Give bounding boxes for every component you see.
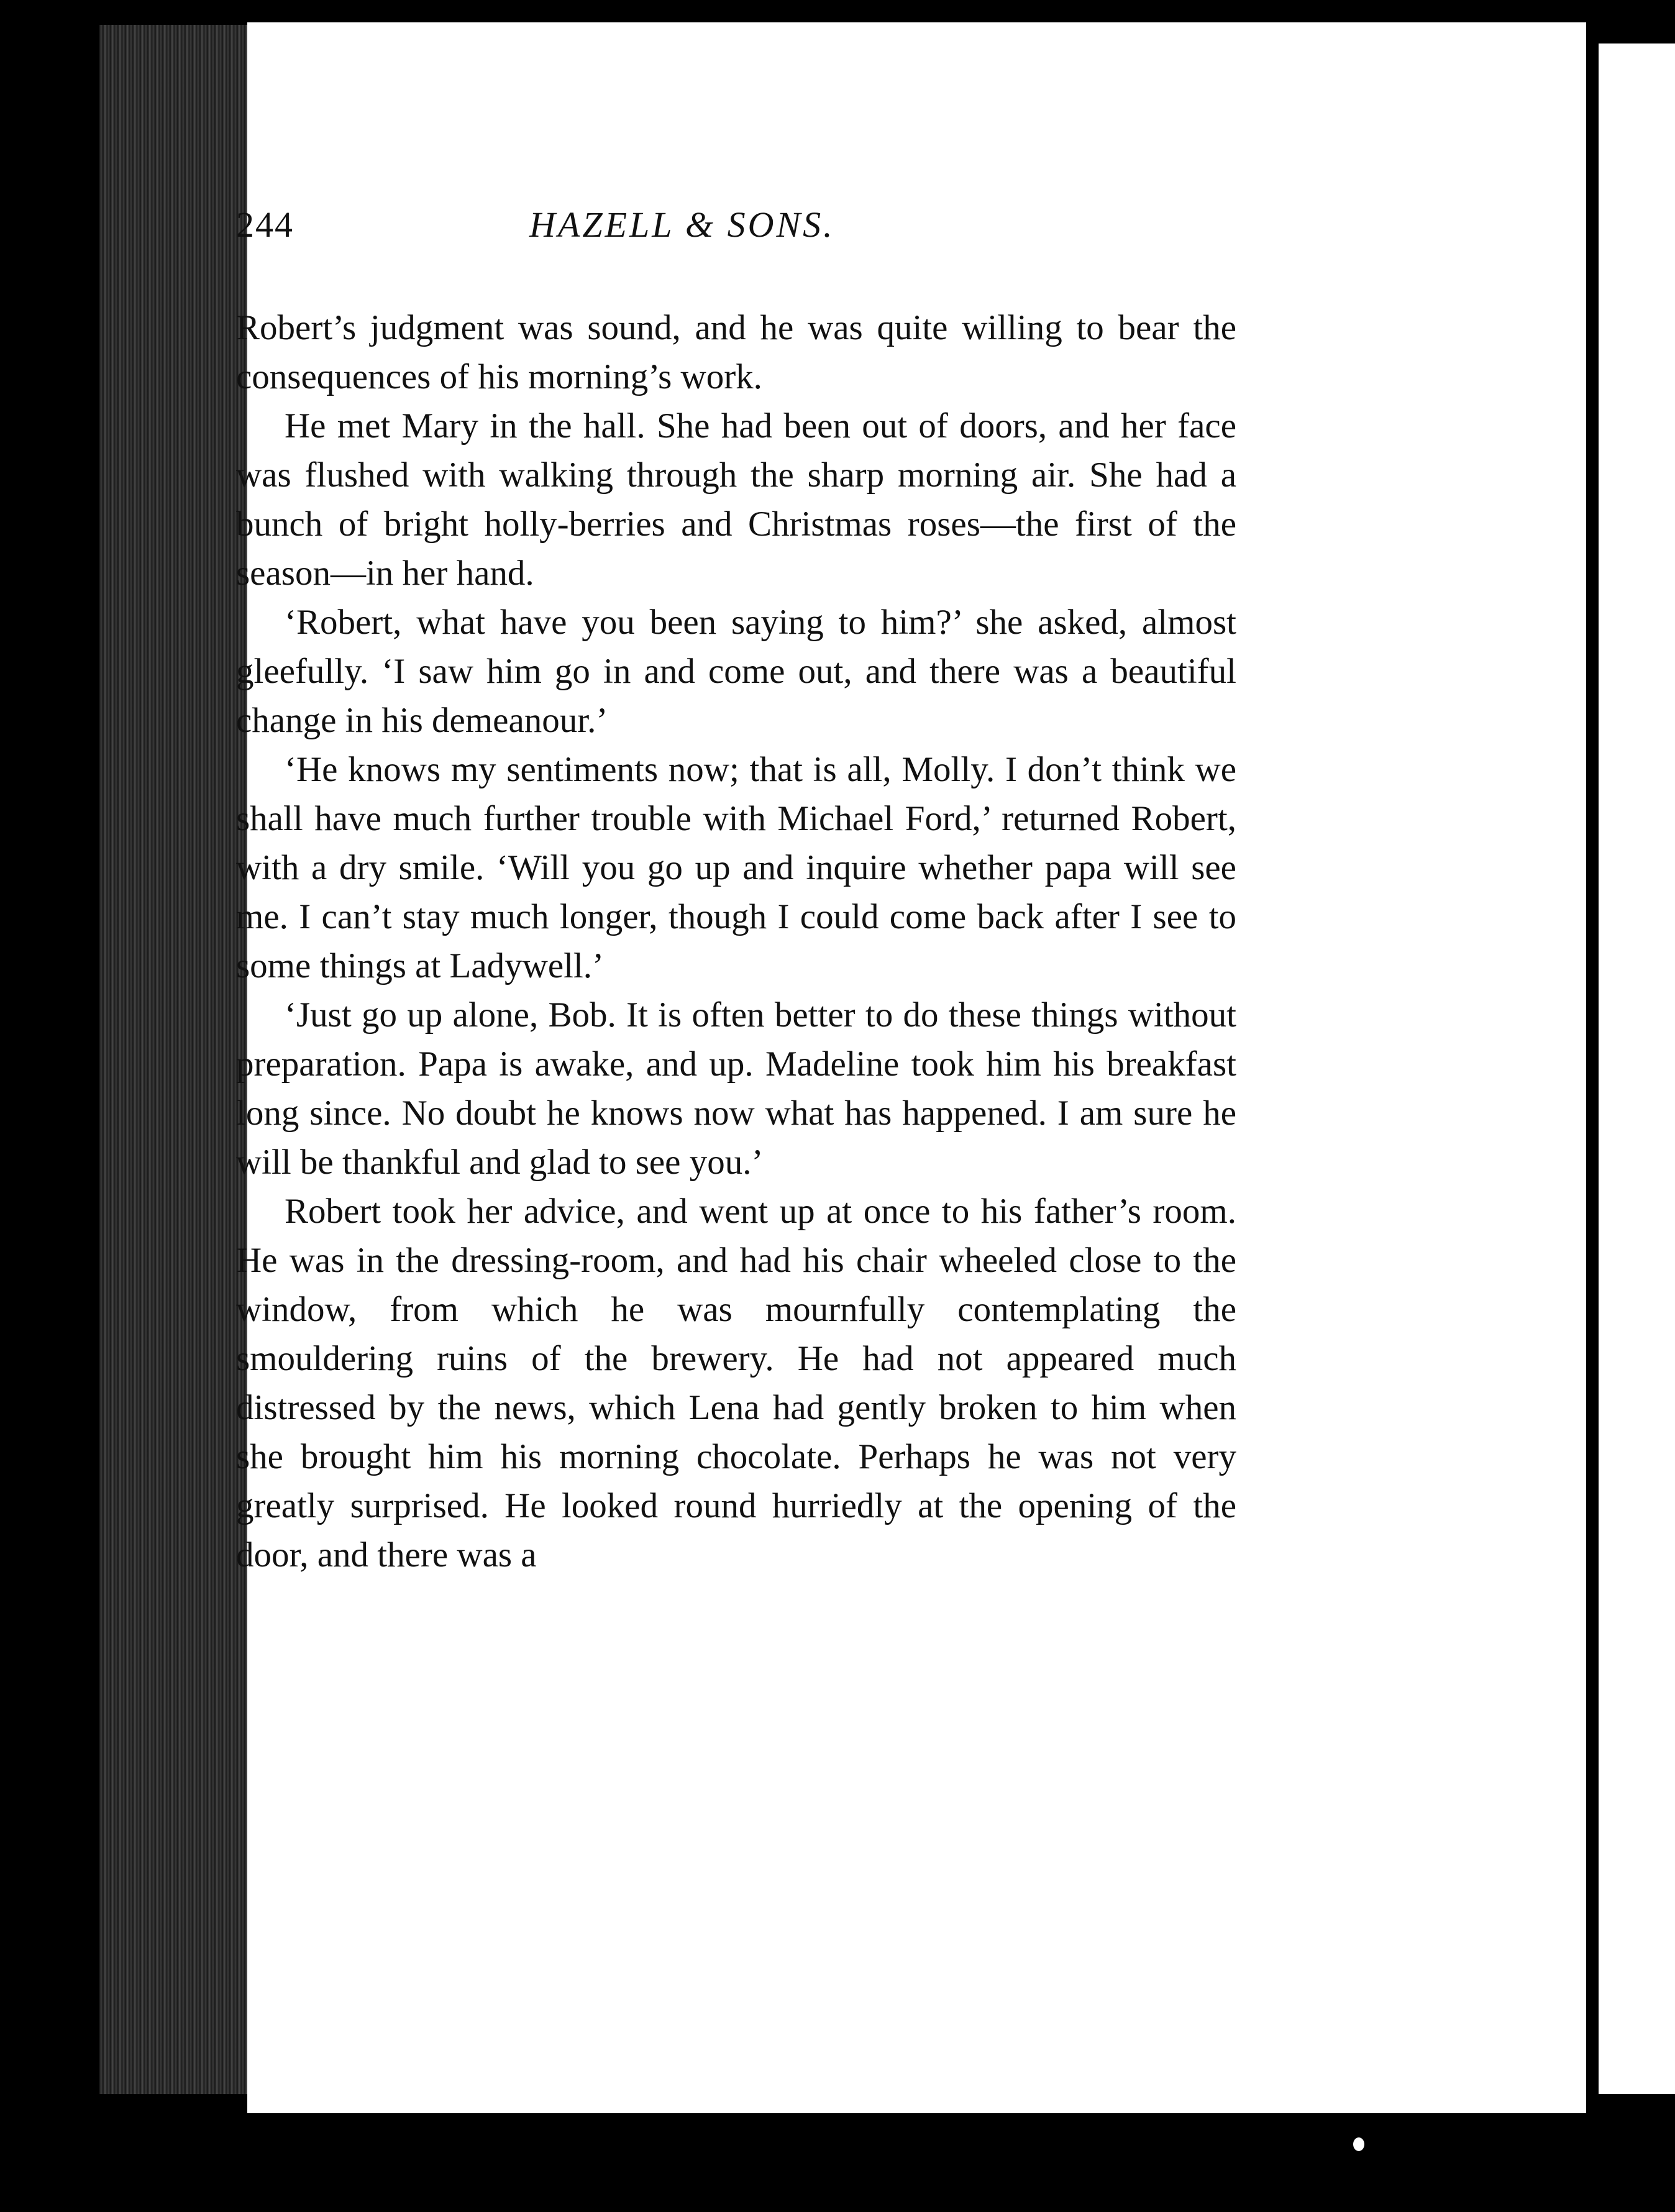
paragraph-5: ‘Just go up alone, Bob. It is often better to do these things without preparation. Papa is awake, and up. Madeline took him his breakfast long since. No doubt he knows now what has happened. I am sure he will be thankful and glad to see you.’ bbox=[236, 995, 1236, 1182]
book-page-edges bbox=[99, 25, 249, 2094]
paragraph-6: Robert took her advice, and went up at once to his father’s room. He was in the dressing-room, and had his chair wheeled close to the window, from which he was mournfully contemplating the smouldering ruins of the brewery. He had not appeared much distressed by the news, which Lena had gently broken to him when she brought him his morning chocolate. Perhaps he was not very greatly surprised. He looked round hurriedly at the opening of the door, and there was a bbox=[236, 1192, 1236, 1574]
page-number: 244 bbox=[236, 204, 294, 245]
scan-speck bbox=[1353, 2137, 1364, 2151]
body-text bbox=[236, 303, 1236, 1579]
paragraph-1: Robert’s judgment was sound, and he was quite willing to bear the consequences of his morning’s work. bbox=[236, 308, 1236, 396]
facing-page-edge bbox=[1599, 43, 1675, 2094]
running-title: HAZELL & SONS. bbox=[529, 204, 835, 245]
paragraph-3: ‘Robert, what have you been saying to him?’ she asked, almost gleefully. ‘I saw him go in and come out, and there was a beautiful change in his demeanour.’ bbox=[236, 603, 1236, 740]
paragraph-4: ‘He knows my sentiments now; that is all, Molly. I don’t think we shall have much further trouble with Michael Ford,’ returned Robert, with a dry smile. ‘Will you go up and inquire whether papa will see me. I can’t stay much longer, though I could come back after I see to some things at Ladywell.’ bbox=[236, 750, 1236, 985]
page-header bbox=[236, 204, 1236, 278]
paragraph-2: He met Mary in the hall. She had been out of doors, and her face was flushed with walking through the sharp morning air. She had a bunch of bright holly-berries and Christmas roses—the first of the season—in her hand. bbox=[236, 406, 1236, 593]
